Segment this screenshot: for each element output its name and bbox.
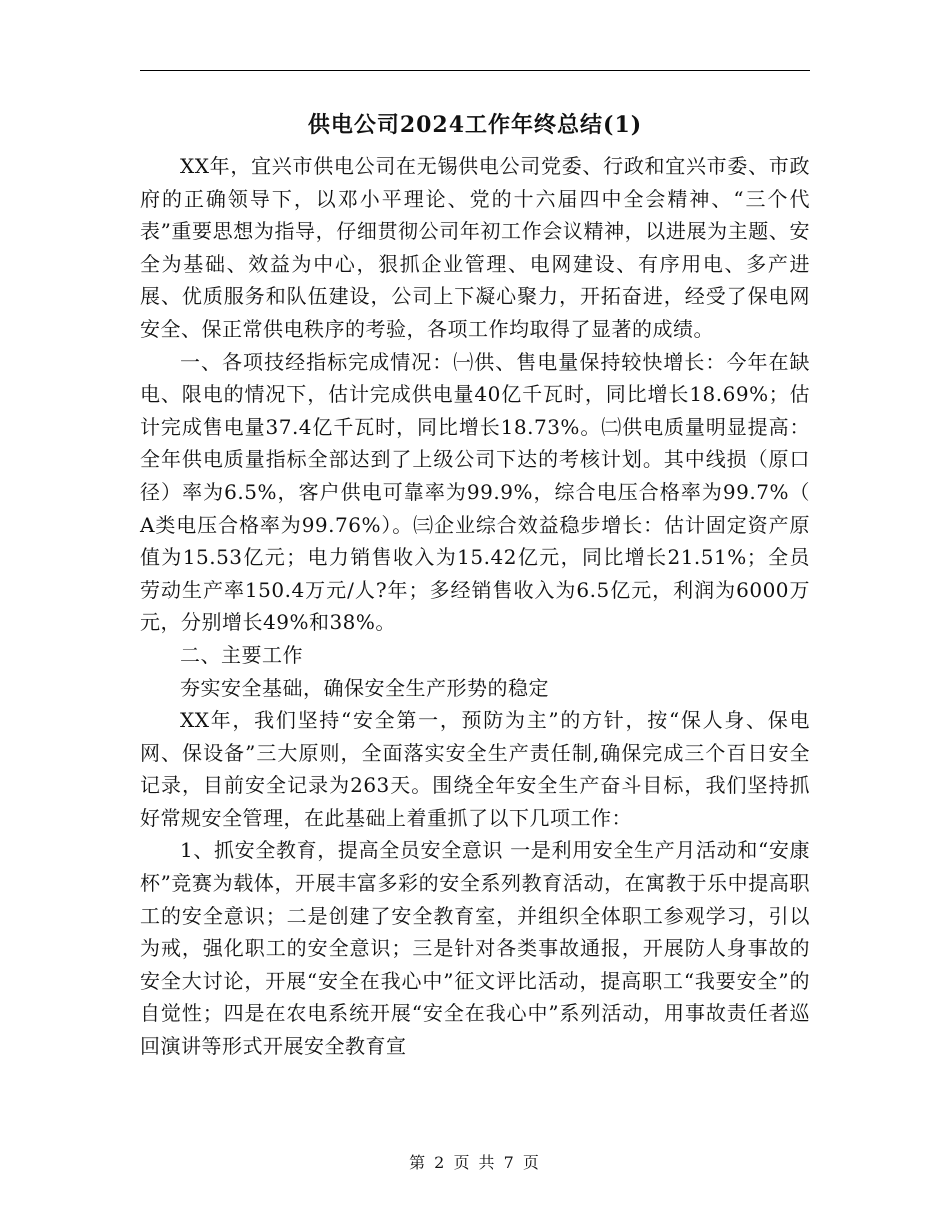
page-number-footer: 第 2 页 共 7 页	[409, 1153, 541, 1172]
header-rule	[140, 70, 810, 71]
section-heading-main-work: 二、主要工作	[180, 642, 303, 667]
paragraph-indicators: 一、各项技经指标完成情况：㈠供、售电量保持较快增长：今年在缺电、限电的情况下，估计完成供电量40亿千瓦时，同比增长18.69%；估计完成售电量37.4亿千瓦时，同比增长18.73%。㈡供电质量明显提高：全年供电质量指标全部达到了上级公司下达的考核计划。其中线损（原口径）率为6.5%，客户供电可靠率为99.9%，综合电压合格率为99.7%（ A类电压合格率为99.76%）。㈢企业综合效益稳步增长：估计固定资产原值为15.53亿元；电力销售收入为15.42亿元，同比增长21.51%；全员劳动生产率150.4万元/人?年；多经销售收入为6.5亿元，利润为6000万元，分别增长49%和38%。	[140, 349, 810, 635]
paragraph-safety-education: 1、抓安全教育，提高全员安全意识 一是利用安全生产月活动和“安康杯”竞赛为载体，开展丰富多彩的安全系列教育活动，在寓教于乐中提高职工的安全意识；二是创建了安全教育室，并组织全体职工参观学习，引以为戒，强化职工的安全意识；三是针对各类事故通报，开展防人身事故的安全大讨论，开展“安全在我心中”征文评比活动，提高职工“我要安全”的自觉性；四是在农电系统开展“安全在我心中”系列活动，用事故责任者巡回演讲等形式开展安全教育宣	[140, 838, 810, 1059]
paragraph-intro: XX年，宜兴市供电公司在无锡供电公司党委、行政和宜兴市委、市政府的正确领导下，以邓小平理论、党的十六届四中全会精神、“三个代表”重要思想为指导，仔细贯彻公司年初工作会议精神，以进展为主题、安全为基础、效益为中心，狠抓企业管理、电网建设、有序用电、多产进展、优质服务和队伍建设，公司上下凝心聚力，开拓奋进，经受了保电网安全、保正常供电秩序的考验，各项工作均取得了显著的成绩。	[140, 154, 810, 341]
subsection-heading-safety: 夯实安全基础，确保安全生产形势的稳定	[180, 675, 549, 700]
document-body	[140, 150, 810, 1063]
document-title: 供电公司2024工作年终总结(1)	[307, 112, 643, 138]
paragraph-safety-policy: XX年，我们坚持“安全第一，预防为主”的方针，按“保人身、保电网、保设备”三大原则，全面落实安全生产责任制,确保完成三个百日安全记录，目前安全记录为263天。围绕全年安全生产奋斗目标，我们坚持抓好常规安全管理，在此基础上着重抓了以下几项工作：	[140, 708, 810, 830]
